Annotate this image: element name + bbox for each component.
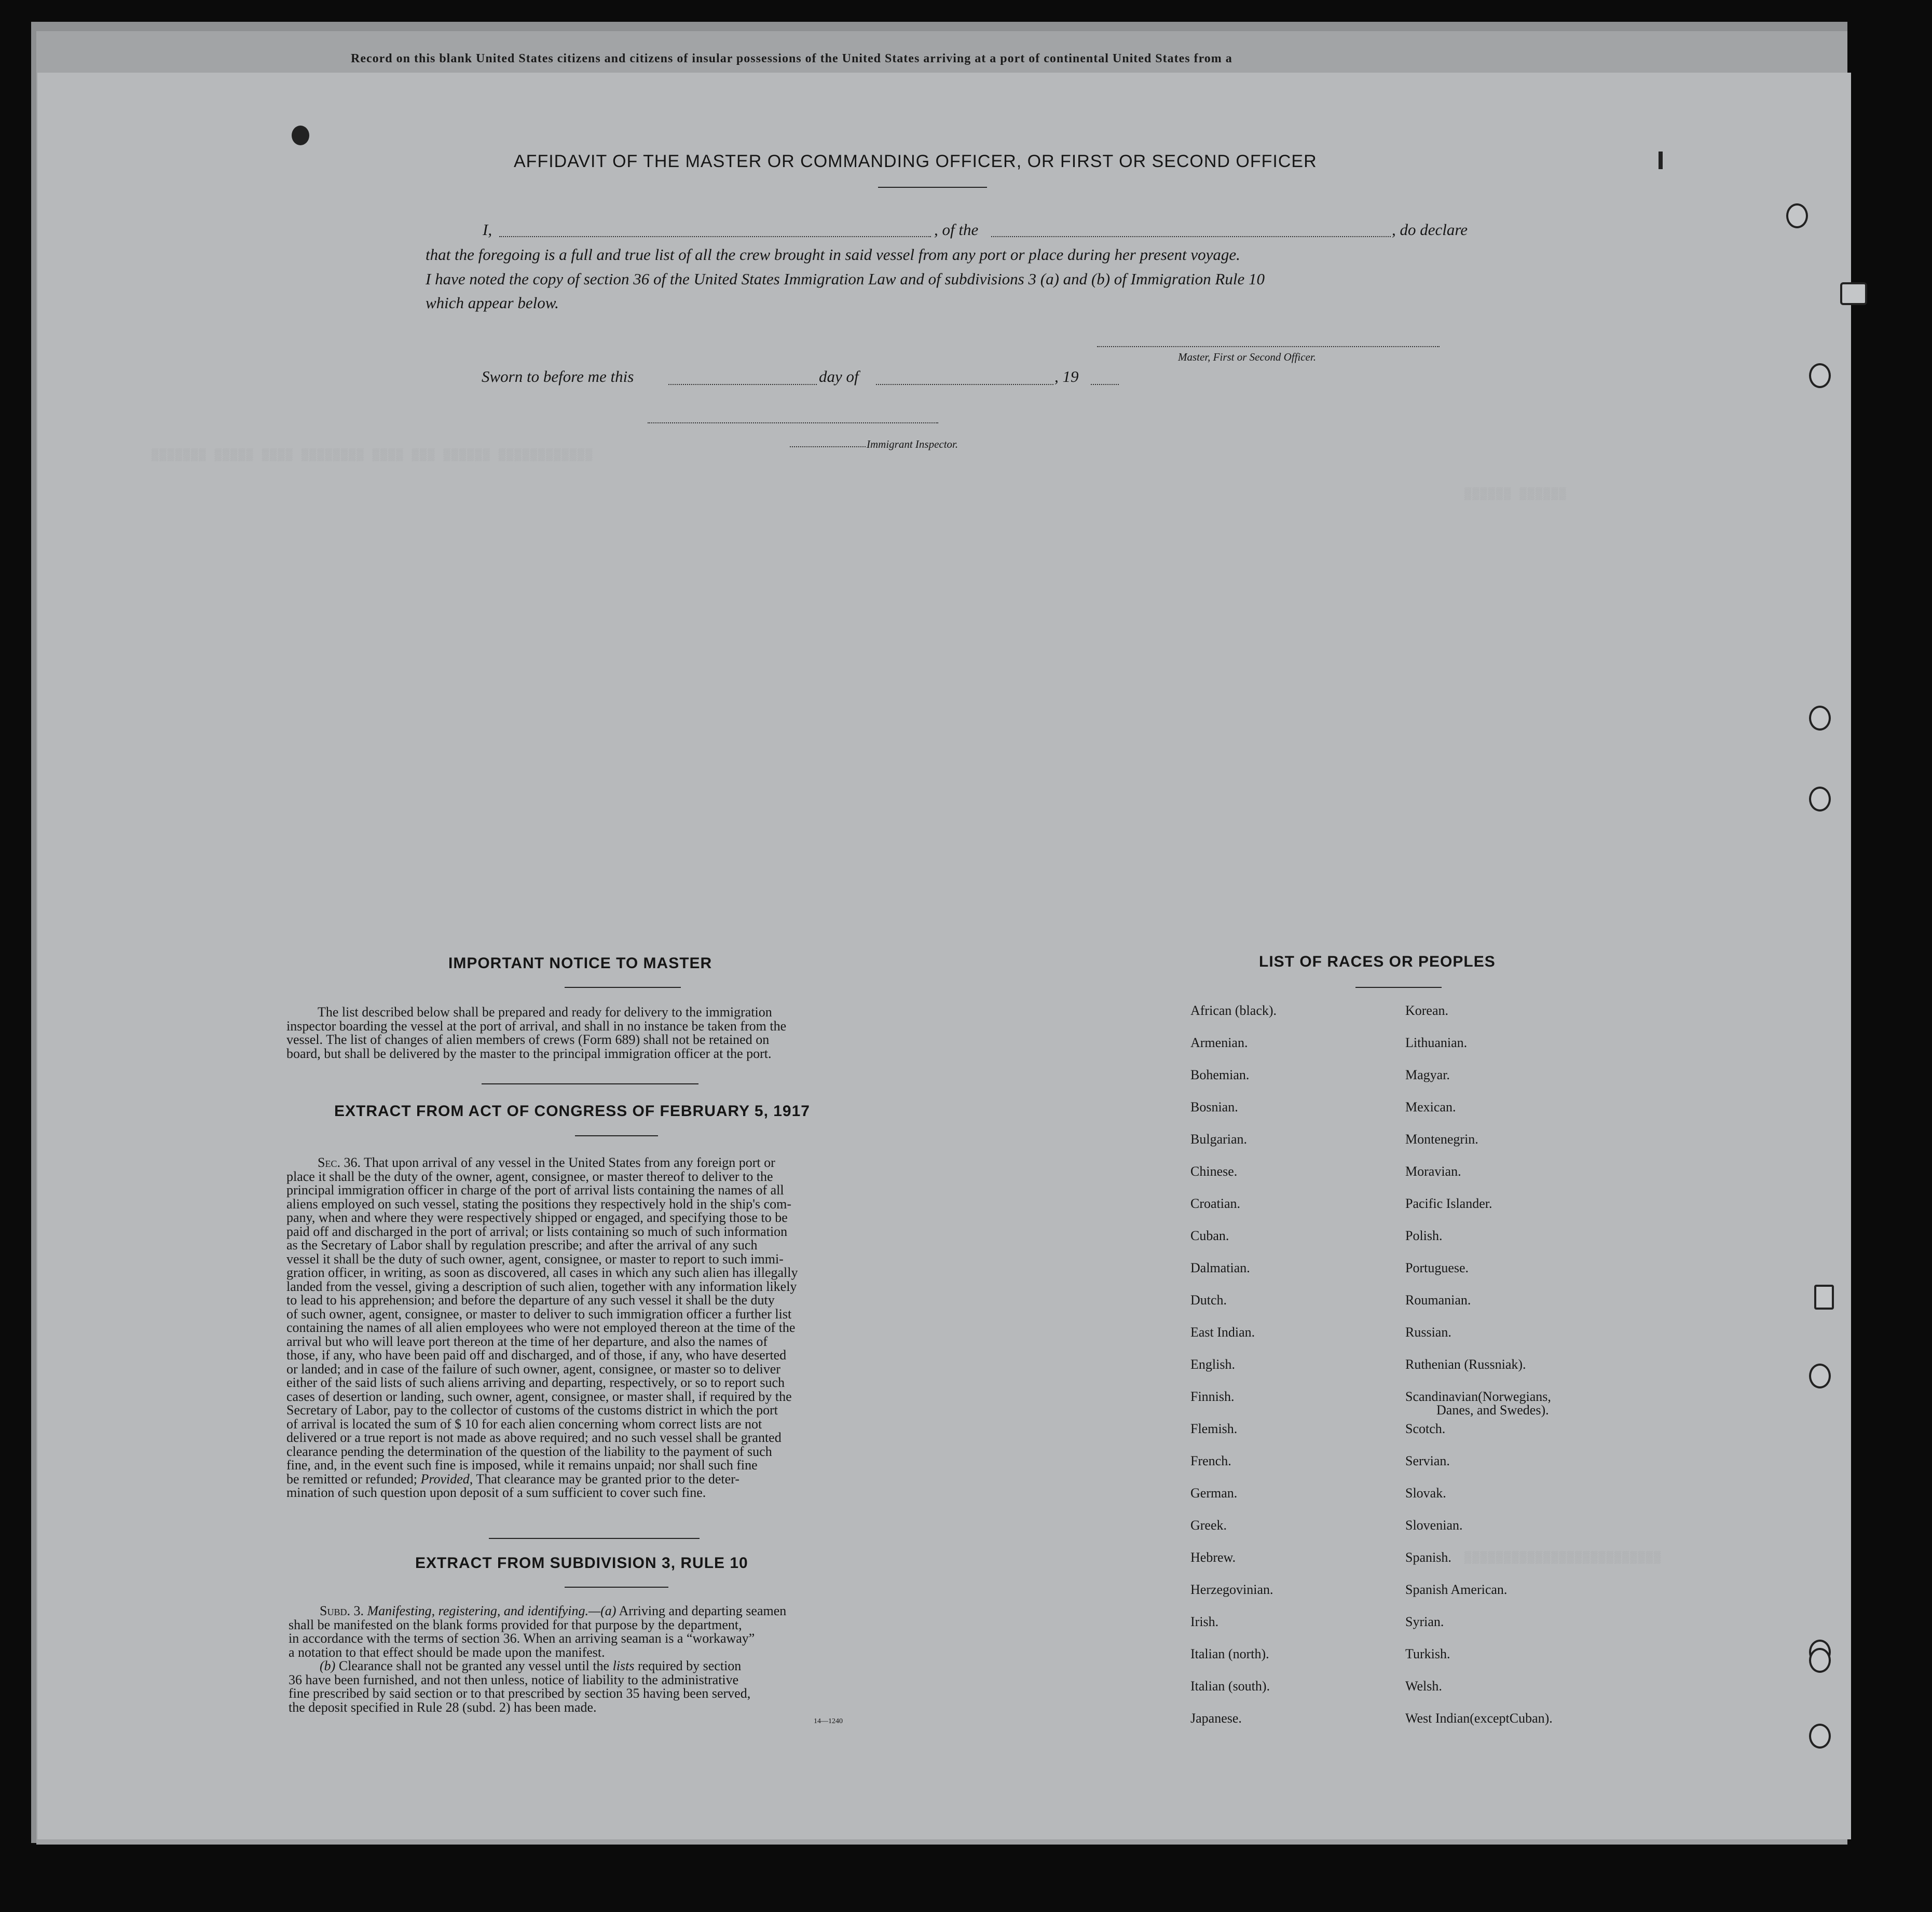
sworn-month-field[interactable] [876,384,1053,385]
act-line-text: be remitted or refunded; [286,1471,417,1487]
act-line: as the Secretary of Labor shall by regulation prescribe; and after the arrival of any such [286,1237,758,1253]
b-line1a: Clearance shall not be granted any vessel until the [335,1658,613,1673]
rule-line [289,1659,937,1673]
race-item: Pacific Islander. [1405,1196,1492,1211]
affidavit-line4: which appear below. [426,294,559,312]
affidavit-line3: I have noted the copy of section 36 of the United States Immigration Law and of subdivisions 3 (a) and (b) of Immigration Rule 10 [426,270,1265,288]
race-item: Italian (north). [1190,1646,1269,1661]
race-item: Dalmatian. [1190,1260,1250,1275]
form-number: 14—1240 [814,1717,843,1725]
act-line: arrival but who will leave port thereon at the time of her departure, and also the names of [286,1333,768,1349]
act-title: EXTRACT FROM ACT OF CONGRESS OF FEBRUARY 5, 1917 [334,1103,810,1120]
act-line: those, if any, who have been paid off and discharged, and of those, if any, who have deserted [286,1347,787,1363]
punch-hole-icon [1809,1364,1831,1388]
punch-hole-icon [1786,203,1808,228]
affidavit-line1-of: , of the [934,221,979,239]
race-item: Italian (south). [1190,1679,1270,1694]
races-title-rule [1355,987,1442,988]
act-end-rule [489,1538,700,1539]
race-item: Bohemian. [1190,1067,1250,1082]
race-item: English. [1190,1357,1235,1372]
race-item: German. [1190,1485,1238,1501]
act-line: fine, and, in the event such fine is imposed, while it remains unpaid; nor shall such fine [286,1457,758,1473]
race-item: Flemish. [1190,1421,1238,1436]
punch-hole-icon [1809,1648,1831,1673]
notice-line: vessel. The list of changes of alien members of crews (Form 689) shall not be retained on [286,1032,770,1047]
name-field[interactable] [499,236,931,237]
rule-line: a notation to that effect should be made upon the manifest. [289,1644,605,1660]
vessel-field[interactable] [991,236,1391,237]
subd-title: Manifesting, registering, and identifying.—(a) [367,1603,616,1618]
race-item: Finnish. [1190,1389,1235,1404]
race-item: Chinese. [1190,1164,1238,1179]
act-line: delivered or a true report is not made as above required; and no such vessel shall be granted [286,1430,782,1445]
race-item: Japanese. [1190,1711,1242,1726]
race-item: Slovenian. [1405,1518,1463,1533]
act-line: gration officer, in writing, as soon as discovered, all cases in which any such alien has illegally [286,1265,798,1280]
race-item: East Indian. [1190,1325,1255,1340]
race-item: Spanish American. [1405,1582,1508,1597]
race-item: Turkish. [1405,1646,1450,1661]
race-item: Herzegovinian. [1190,1582,1273,1597]
race-item: Armenian. [1190,1035,1248,1050]
ink-mark-icon [1659,152,1663,169]
race-item: Irish. [1190,1614,1219,1629]
act-line: pany, when and where they were respectively shipped or engaged, and specifying those to be [286,1210,788,1225]
sworn-year-field[interactable] [1091,384,1119,385]
punch-hole-icon [292,126,309,145]
act-line: principal immigration officer in charge of the port of arrival lists containing the names of all [286,1182,784,1198]
race-item: Scotch. [1405,1421,1446,1436]
race-item: French. [1190,1453,1231,1468]
act-line: to lead to his apprehension; and before the departure of any such vessel it shall be the duty [286,1292,775,1308]
race-item: Russian. [1405,1325,1451,1340]
race-item: Montenegrin. [1405,1132,1478,1147]
race-item: West Indian(exceptCuban). [1405,1711,1553,1726]
act-line: aliens employed on such vessel, stating the positions they respectively hold in the ship's com- [286,1196,792,1212]
notice-paragraph [286,1006,935,1061]
race-item: Hebrew. [1190,1550,1236,1565]
race-item: Greek. [1190,1518,1227,1533]
bleed-through-text: ▒▒▒▒▒▒ ▒▒▒▒▒▒ [1464,488,1567,501]
race-item: African (black). [1190,1003,1277,1018]
act-line: of arrival is located the sum of $ 10 for each alien concerning whom correct lists are not [286,1416,762,1432]
punch-hole-icon [1809,787,1831,811]
affidavit-line1-i: I, [483,221,492,239]
rule-title-rule [565,1587,668,1588]
top-strip-text: Record on this blank United States citizens and citizens of insular possessions of the United States arriving at a port of continental United States from a [351,52,1232,65]
notice-end-rule [482,1083,698,1084]
rule-title: EXTRACT FROM SUBDIVISION 3, RULE 10 [415,1555,748,1572]
affidavit-title: AFFIDAVIT OF THE MASTER OR COMMANDING OFFICER, OR FIRST OR SECOND OFFICER [514,152,1317,171]
race-item: Ruthenian (Russniak). [1405,1357,1526,1372]
sworn-text-c: , 19 [1054,367,1079,386]
act-line: of such owner, agent, consignee, or master to deliver to such immigration officer a further list [286,1306,792,1322]
race-item: Servian. [1405,1453,1450,1468]
act-line: either of the said lists of such aliens arriving and departing, respectively, or so to report such [286,1375,785,1390]
b-label: (b) [320,1658,336,1673]
act-line: clearance pending the determination of the question of the liability to the payment of such [286,1443,772,1459]
notice-title-rule [565,987,681,988]
notice-line: The list described below shall be prepared and ready for delivery to the immigration [318,1005,772,1020]
b-line1b: required by section [634,1658,742,1673]
race-item: Spanish. [1405,1550,1451,1565]
rule-line [289,1604,937,1618]
race-item: Korean. [1405,1003,1449,1018]
race-item: Syrian. [1405,1614,1444,1629]
race-item: Croatian. [1190,1196,1241,1211]
binder-clip-icon [1840,282,1867,305]
rule-line: the deposit specified in Rule 28 (subd. 2) has been made. [289,1699,597,1715]
inspector-lead-line [790,446,866,447]
subd-label: Subd. [320,1603,350,1618]
sworn-text-b: day of [819,367,859,386]
race-item: Magyar. [1405,1067,1450,1082]
act-line [286,1156,935,1170]
rule-line: in accordance with the terms of section 36. When an arriving seaman is a “workaway” [289,1631,755,1646]
punch-hole-icon [1809,706,1831,731]
notice-line: inspector boarding the vessel at the port of arrival, and shall in no instance be taken from the [286,1018,787,1034]
provided-word: Provided, [420,1471,473,1487]
sworn-day-field[interactable] [668,384,817,385]
affidavit-line2: that the foregoing is a full and true list of all the crew brought in said vessel from any port or place during her present voyage. [426,245,1240,264]
affidavit-page [37,73,1851,1839]
provided-rest: That clearance may be granted prior to the deter- [473,1471,739,1487]
act-line: place it shall be the duty of the owner, agent, consignee, or master thereof to deliver to the [286,1168,773,1184]
sec-label: Sec. [318,1155,340,1170]
act-line: containing the names of all alien employees who were not employed thereon at the time of the [286,1320,796,1335]
act-line: cases of desertion or landing, such owner, agent, consignee, or master shall, if required by the [286,1388,792,1404]
act-line: Secretary of Labor, pay to the collector of customs of the customs district in which the port [286,1402,778,1418]
punch-hole-icon [1809,1724,1831,1749]
rule-line: 36 have been furnished, and not then unless, notice of liability to the administrative [289,1672,739,1687]
affidavit-line1-declare: , do declare [1392,221,1468,239]
inspector-signature-field[interactable] [648,422,938,423]
act-title-rule [575,1135,658,1136]
race-item: Cuban. [1190,1228,1229,1243]
act-line: or landed; and in case of the failure of such owner, agent, consignee, or master so to deliver [286,1361,780,1377]
act-line-text: 36. That upon arrival of any vessel in the United States from any foreign port or [340,1155,775,1170]
punch-hole-icon [1809,363,1831,388]
act-line: mination of such question upon deposit of a sum sufficient to cover such fine. [286,1485,706,1500]
race-item: Danes, and Swedes). [1436,1402,1549,1418]
act-line: paid off and discharged in the port of arrival; or lists containing so much of such information [286,1223,788,1239]
act-line: landed from the vessel, giving a description of such alien, together with any information likely [286,1278,797,1294]
binder-clip-icon [1814,1285,1834,1310]
race-item: Polish. [1405,1228,1443,1243]
act-line [286,1473,935,1487]
race-item: Bulgarian. [1190,1132,1248,1147]
race-item: Mexican. [1405,1099,1456,1115]
race-item: Bosnian. [1190,1099,1238,1115]
rule-line: shall be manifested on the blank forms provided for that purpose by the department, [289,1617,742,1632]
officer-signature-caption: Master, First or Second Officer. [1178,351,1316,363]
race-item: Lithuanian. [1405,1035,1468,1050]
race-item: Roumanian. [1405,1292,1471,1308]
race-item: Scandinavian(Norwegians, [1405,1389,1551,1404]
race-item: Slovak. [1405,1485,1446,1501]
race-item: Portuguese. [1405,1260,1469,1275]
bleed-through-text: ▒▒▒▒▒▒▒ ▒▒▒▒▒ ▒▒▒▒ ▒▒▒▒▒▒▒▒ ▒▒▒▒ ▒▒▒ ▒▒▒▒▒▒ ▒▒▒▒▒▒▒▒▒▒▒▒ [152,449,594,462]
subd-num: 3. [350,1603,367,1618]
b-lists: lists [612,1658,635,1673]
title-rule [878,187,987,188]
subd-rest: Arriving and departing seamen [616,1603,787,1618]
race-item: Welsh. [1405,1679,1442,1694]
races-title: LIST OF RACES OR PEOPLES [1259,953,1496,970]
notice-line: board, but shall be delivered by the master to the principal immigration officer at the port. [286,1046,772,1061]
act-paragraph [286,1156,935,1500]
inspector-caption: Immigrant Inspector. [867,438,958,450]
notice-title: IMPORTANT NOTICE TO MASTER [448,955,712,972]
act-line: vessel it shall be the duty of such owner, agent, consignee, or master to report to such immi- [286,1251,784,1267]
bleed-through-text: ▒▒▒▒▒▒▒▒▒▒▒▒▒▒▒▒▒▒▒▒▒▒▒▒▒ [1464,1551,1662,1564]
race-item: Dutch. [1190,1292,1227,1308]
officer-signature-field[interactable] [1097,346,1440,347]
rule-line: fine prescribed by said section or to that prescribed by section 35 having been served, [289,1686,751,1701]
race-item: Moravian. [1405,1164,1461,1179]
rule-paragraph [289,1604,937,1714]
sworn-text-a: Sworn to before me this [482,367,634,386]
